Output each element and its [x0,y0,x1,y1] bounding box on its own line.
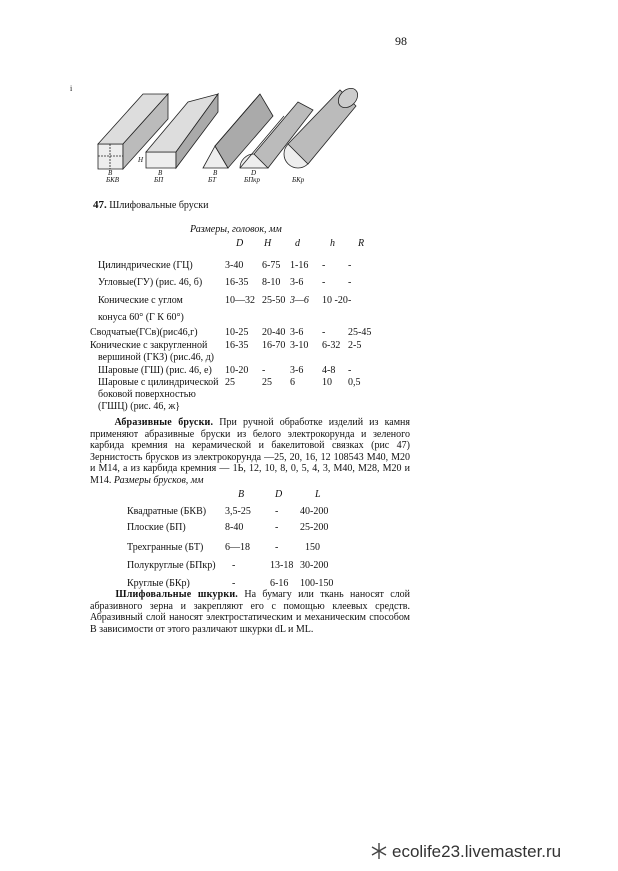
table1-cell-h: 6-32 [322,340,341,351]
table2-row-name: Квадратные (БКВ) [127,506,207,517]
page-number: 98 [395,34,407,48]
table2-cell-d: 6-16 [270,578,289,589]
table2-cell-l: 150 [305,542,320,553]
table1-cell-D: 10—32 [225,295,255,306]
table1-cell-d: 3-6 [290,327,304,338]
table1-cell-d: 6 [290,377,295,388]
table1-cell-D: 25 [225,377,235,388]
paragraph-sanding-paper-heading: Шлифовальные шкурки. [115,589,238,600]
table1-cell-H: 20-40 [262,327,286,338]
table1-col-h: h [330,238,335,249]
table2-cell-l: 40-200 [300,506,329,517]
table1-col-d: D [236,238,244,249]
table1-cell-H: 6-75 [262,260,281,271]
label-bkr: БКр [292,176,305,184]
table1-cell-H: - [262,365,266,376]
table1-cell-h: - [322,260,326,271]
table2-cell-d: - [275,542,279,553]
table2-row-name: Плоские (БП) [127,522,186,533]
table1-cell-R: - [348,260,352,271]
table2-cell-b: 3,5-25 [225,506,251,517]
paragraph-abrasive-bars [90,417,410,487]
table1-row-name: боковой поверхностью [98,389,196,400]
label-d: D [251,169,257,177]
table1-cell-D: 16-35 [225,340,249,351]
table2-cell-d: 13-18 [270,560,294,571]
figure-caption [93,199,208,211]
table1-cell-d: 3-6 [290,277,304,288]
table1-cell-h: 4-8 [322,365,336,376]
table1-cell-R: - [348,365,352,376]
table1-cell-H: 25-50 [262,295,286,306]
label-b-2: B [158,169,163,177]
table2-row-name: Полукруглые (БПкр) [127,560,216,571]
paragraph-abrasive-bars-heading: Абразивные бруски. [114,417,214,428]
label-h: H [138,156,144,164]
table1-cell-R: 25-45 [348,327,372,338]
table1-cell-D: 10-25 [225,327,249,338]
table1-row-name: Цилиндрические (ГЦ) [98,260,193,271]
table1-cell-R: - [348,277,352,288]
table1-cell-H: 8-10 [262,277,281,288]
table1-cell-D: 16-35 [225,277,249,288]
table2-row-name: Круглые (БКр) [127,578,190,589]
table2-col-b: B [238,489,245,500]
figure-caption-text: Шлифовальные бруски [109,200,209,211]
table1-heading: Размеры, головок, мм [190,224,282,235]
table1-cell-D: 3-40 [225,260,244,271]
table1-cell-h: - [322,277,326,288]
table2-cell-l: 25-200 [300,522,329,533]
table1-cell-h: 10 -20 [322,295,348,306]
table1-cell-d: 3—6 [290,295,309,306]
table1-cell-H: 25 [262,377,272,388]
table1-cell-R: - [348,295,352,306]
paragraph-sanding-paper [90,589,410,635]
table1-cell-h: 10 [322,377,332,388]
table1-row-name: Конические с закругленной [90,340,208,351]
label-bkv: БКВ [106,176,120,184]
figure-grinding-bars [88,84,388,196]
table1-cell-d: 1-16 [290,260,309,271]
table2-cell-l: 30-200 [300,560,329,571]
table2-cell-b: 8-40 [225,522,244,533]
label-bt: БТ [208,176,217,184]
table1-row-name: вершиной (ГКЗ) (рис.46, д) [98,352,215,363]
table1-col-h: H [264,238,272,249]
table1-cell-D: 10-20 [225,365,249,376]
table1-col-d: d [295,238,300,249]
paragraph-abrasive-bars-text: При ручной обработке изделий из камня применяют абразивные бруски из белого электрокорунда и зеленого карбида кремния на керамической и бакелитовой связках (рис 47) Зернистость брусков из электрокорунда —25, 20, 16, 12 108543 М40, М20 и М14, а из карбида кремния — 1Ь, 12, 10, 8, 0, 5, 4, 3, М40, М28, М20 и М14. [90,417,410,486]
table1-cell-d: 3-10 [290,340,309,351]
table2-col-l: L [315,489,321,500]
table1-row-name: Шаровые (ГШ) (рис. 46, е) [98,365,212,376]
table1-row-name: Конические с углом [98,295,183,306]
table2-cell-l: 100-150 [300,578,334,589]
table2-row-name: Трехгранные (БТ) [127,542,204,553]
side-mark: i [70,84,73,93]
label-b-3: B [213,169,218,177]
table1-cell-h: - [322,327,326,338]
table1-cell-R: 2-5 [348,340,362,351]
table2-cell-b: - [232,578,236,589]
label-bp: БП [154,176,164,184]
paragraph-sanding-paper-text: На бумагу или ткань наносят слой абразивного зерна и закрепляют его с помощью клеевых средств. Абразивный слой наносят электростатическим и механическим способом В зависимости от этого различают шкурки dL и ML. [90,589,410,635]
table1-cell-d: 3-6 [290,365,304,376]
snowflake-icon [370,842,388,860]
table2-col-d: D [275,489,283,500]
table1-row-name: Угловые(ГУ) (рис. 46, б) [98,277,203,288]
table1-row-name: Шаровые с цилиндрической [98,377,219,388]
label-bpkr: БПкр [244,176,260,184]
paragraph-abrasive-bars-sizes: Размеры брусков, мм [113,474,204,486]
table2-cell-b: 6—18 [225,542,250,553]
table1-row-name: конуса 60° (Г К 60°) [98,312,184,323]
table1-row-name: Сводчатые(ГСв)(рис46,г) [90,327,198,338]
table2-cell-d: - [275,506,279,517]
table2-cell-b: - [232,560,236,571]
watermark-text: ecolife23.livemaster.ru [392,842,562,861]
table2-cell-d: - [275,522,279,533]
table1-col-r: R [358,238,365,249]
table1-cell-R: 0,5 [348,377,361,388]
table1-cell-H: 16-70 [262,340,286,351]
table1-row-name: (ГШЦ) (рис. 46, ж} [98,401,181,412]
label-b-1: B [108,169,113,177]
figure-caption-number: 47. [93,199,107,211]
